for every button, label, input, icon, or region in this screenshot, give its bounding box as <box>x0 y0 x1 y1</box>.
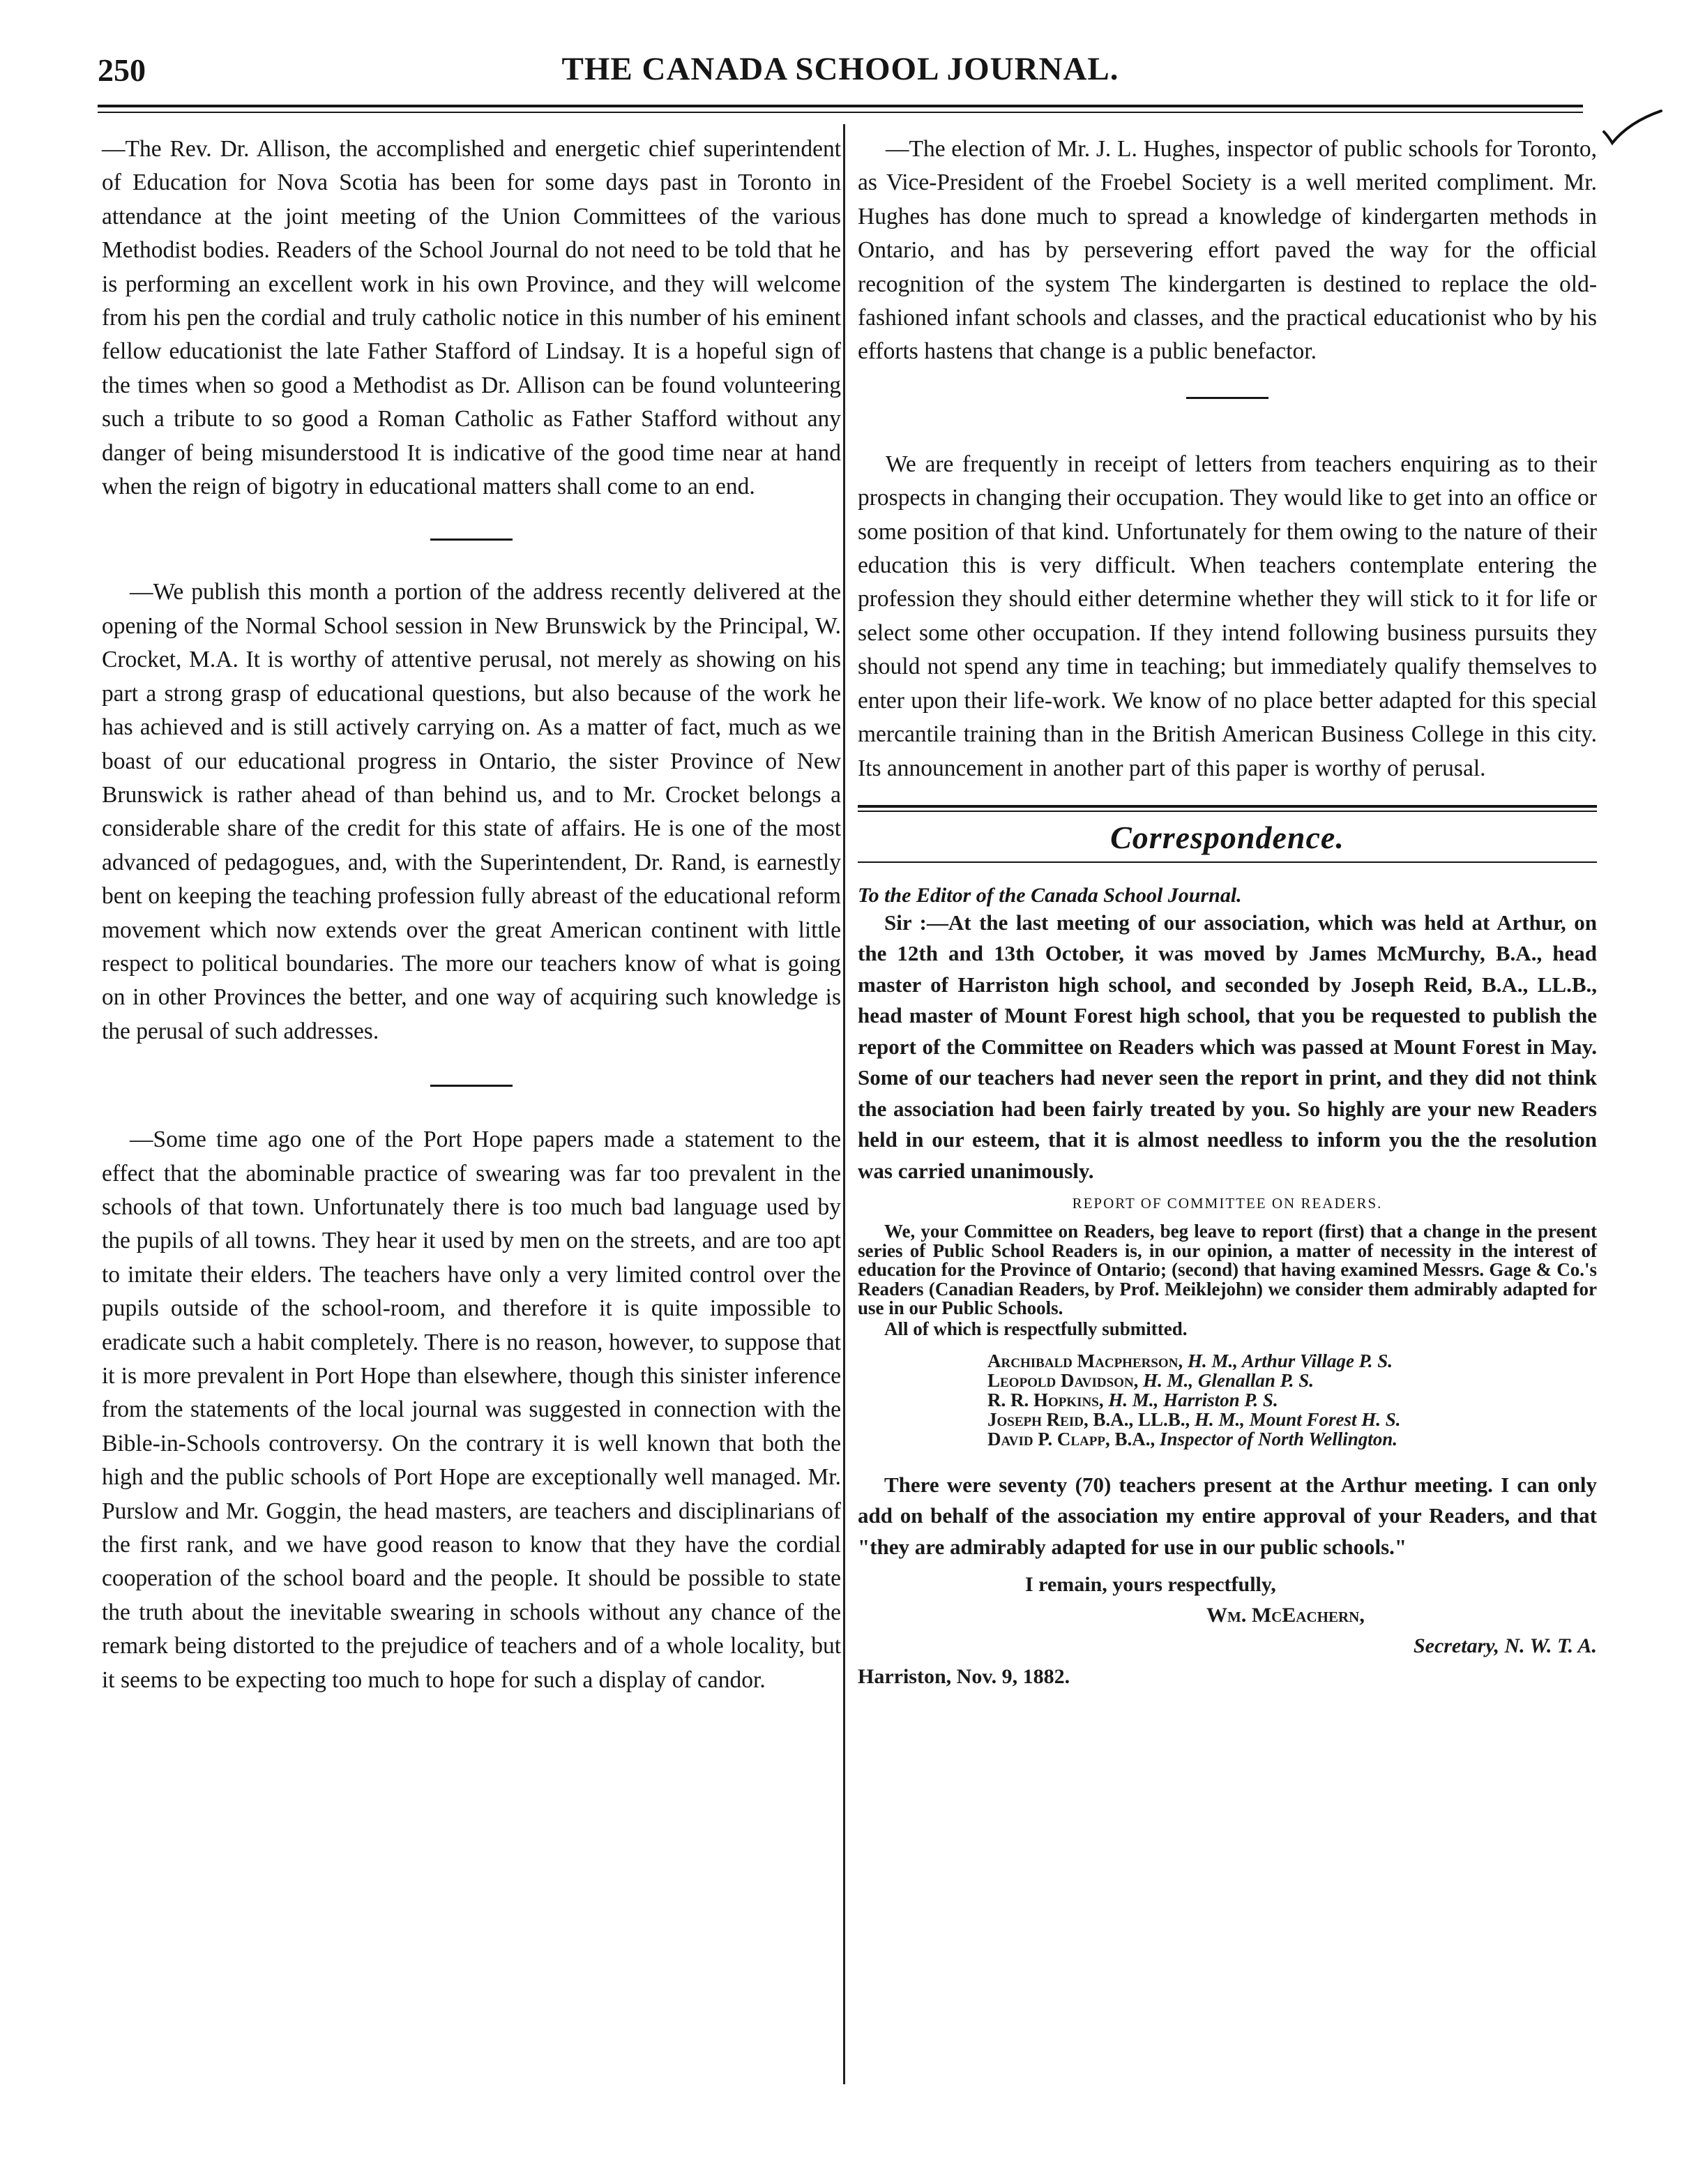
left-column <box>102 133 841 1697</box>
signatory-list <box>858 1351 1597 1449</box>
signatory: R. R. Hopkins, H. M., Harriston P. S. <box>987 1389 1278 1410</box>
remain-line: I remain, yours respectfully, <box>1025 1573 1276 1597</box>
signer-title: Secretary, N. W. T. A. <box>1413 1634 1597 1658</box>
handwritten-check-mark-icon <box>1601 108 1664 150</box>
right-column <box>858 133 1597 1692</box>
report-text: We, your Committee on Readers, beg leave to report (first) that a change in the present series of Public School Readers is, in our opinion, a matter of necessity in the interest of education for the Province of Ontario; (second) that having examined Messrs. Gage & Co.'s Readers (Canadian Readers, by Prof. Meiklejohn) we consider them admirably adapted for use in our Public Schools. <box>858 1221 1597 1319</box>
article-port-hope: —Some time ago one of the Port Hope papers made a statement to the effect that the abominable practice of swearing was far too prevalent in the schools of that town. Unfortunately there is too much bad language used by the pupils of all towns. They hear it used by men on the streets, and are too apt to imitate their elders. The teachers have only a very limited control over the pupils outside of the school-room, and therefore it is quite impossible to eradicate such a habit completely. There is no reason, however, to suppose that it is more prevalent in Port Hope than elsewhere, though this sinister inference from the statements of the local journal was suggested in connection with the Bible-in-Schools controversy. On the contrary it is well known that both the high and the public schools of Port Hope are exceptionally well managed. Mr. Purslow and Mr. Goggin, the head masters, are teachers and disciplinarians of the first rank, and we have good reason to know that they have the cordial cooperation of the school board and the people. It should be possible to state the truth about the inevitable swearing in schools without any chance of the remark being distorted to the prejudice of teachers and of a whole locality, but it seems to be expecting too much to hope for such a display of candor. <box>102 1127 841 1693</box>
place-date: Harriston, Nov. 9, 1882. <box>858 1665 1070 1689</box>
signatory: Joseph Reid, B.A., LL.B., H. M., Mount Forest H. S. <box>987 1408 1401 1430</box>
article-allison: —The Rev. Dr. Allison, the accomplished and energetic chief superintendent of Education for Nova Scotia has been for some days past in Toronto in attendance at the joint meeting of the Union Committees of the various Methodist bodies. Readers of the School Journal do not need to be told that he is performing an excellent work in his own Province, and they will welcome from his pen the cordial and truly catholic notice in this number of his eminent fellow educationist the late Father Stafford of Lindsay. It is a hopeful sign of the times when so good a Methodist as Dr. Allison can be found volunteering such a tribute to so good a Roman Catholic as Father Stafford without any danger of being misunderstood It is indicative of the good time near at hand when the reign of bigotry in educational matters shall come to an end. <box>102 136 841 500</box>
closing-paragraph: There were seventy (70) teachers present at the Arthur meeting. I can only add on behalf of the association my entire approval of your Readers, and that "they are admirably adapted for use in our public schools." <box>858 1472 1597 1559</box>
letter-body: Sir :—At the last meeting of our association, which was held at Arthur, on the 12th and 13th October, it was moved by James McMurchy, B.A., head master of Harriston high school, and seconded by Joseph Reid, B.A., LL.B., head master of Mount Forest high school, that you be requested to publish the report of the Committee on Readers which was passed at Mount Forest in May. Some of our teachers had never seen the report in print, and they did not think the association had been fairly treated by you. So highly are your new Readers held in our esteem, that it is almost needless to inform you the the resolution was carried unanimously. <box>858 910 1597 1183</box>
article-teachers-occupation: We are frequently in receipt of letters from teachers enquiring as to their prospects in changing their occupation. They would like to get into an office or some position of that kind. Unfortunately for them owing to the nature of their education this is very difficult. When teachers contemplate entering the profession they should either determine whether they will stick to it for life or select some other occupation. If they intend following business pursuits they should not spend any time in teaching; but immediately qualify themselves to enter upon their life-work. We know of no place better adapted for this special mercantile training than in the British American Business College in this city. Its announcement in another part of this paper is worthy of perusal. <box>858 451 1597 781</box>
running-title: THE CANADA SCHOOL JOURNAL. <box>561 51 1119 87</box>
page-number: 250 <box>98 52 146 88</box>
correspondence-section <box>858 805 1597 1693</box>
article-hughes: —The election of Mr. J. L. Hughes, inspector of public schools for Toronto, as Vice-President of the Froebel Society is a well merited compliment. Mr. Hughes has done much to spread a knowledge of kindergarten methods in Ontario, and has by persevering effort paved the way for the official recognition of the system The kindergarten is destined to replace the old-fashioned infant schools and classes, and the practical educationist who by his efforts hastens that change is a public benefactor. <box>858 136 1597 365</box>
header-rule <box>98 105 1583 107</box>
page-header <box>98 47 1583 96</box>
signatory: Archibald Macpherson, H. M., Arthur Village P. S. <box>987 1350 1393 1371</box>
signatory: Leopold Davidson, H. M., Glenallan P. S. <box>987 1369 1314 1391</box>
report-submit-line: All of which is respectfully submitted. <box>884 1318 1188 1339</box>
signer-name: Wm. McEachern, <box>1206 1604 1365 1627</box>
correspondence-heading: Correspondence. <box>1110 819 1344 855</box>
column-divider <box>843 124 845 2084</box>
header-rule-thin <box>98 112 1583 113</box>
report-heading: REPORT OF COMMITTEE ON READERS. <box>1072 1195 1383 1212</box>
signatory: David P. Clapp, B.A., Inspector of North Wellington. <box>987 1428 1398 1449</box>
to-editor-line: To the Editor of the Canada School Journal. <box>858 883 1242 907</box>
article-crocket: —We publish this month a portion of the address recently delivered at the opening of the Normal School session in New Brunswick by the Principal, W. Crocket, M.A. It is worthy of attentive perusal, not merely as showing on his part a strong grasp of educational questions, but also because of the work he has achieved and is still actively carrying on. As a matter of fact, much as we boast of our educational progress in Ontario, the sister Province of New Brunswick is rather ahead of than behind us, and to Mr. Crocket belongs a considerable share of the credit for this state of affairs. He is one of the most advanced of pedagogues, and, with the Superintendent, Dr. Rand, is earnestly bent on keeping the teaching profession fully abreast of the educational reform movement which now extends over the great American continent with little respect to political boundaries. The more our teachers know of what is going on in other Provinces the better, and one way of acquiring such knowledge is the perusal of such addresses. <box>102 579 841 1044</box>
